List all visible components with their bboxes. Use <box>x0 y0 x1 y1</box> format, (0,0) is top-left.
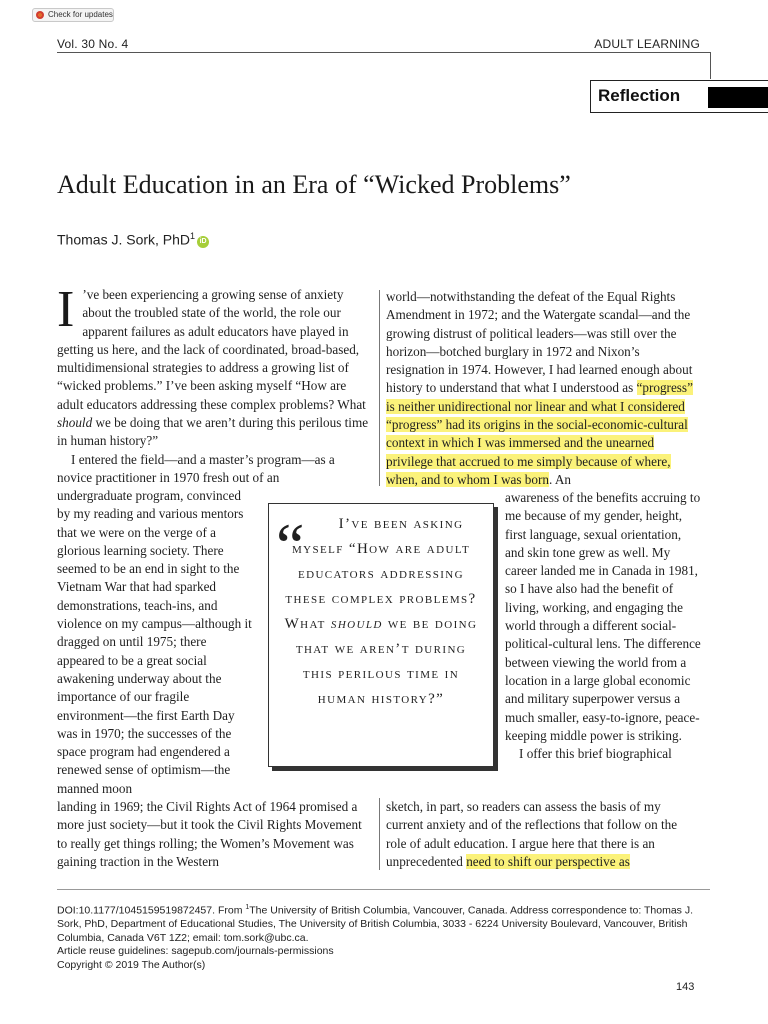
paragraph-r4-text: sketch, in part, so readers can assess the basis of my current anxiety and of the reflections that follow on the role of adult education. I argue here that there is an unprecedented <box>386 799 678 869</box>
affiliation-text: The University of British Columbia, Vancouver, Canada. Address correspondence to: Thomas J. Sork, PhD, Department of Educational Studies, The University of British Columbia, 3033 - 6224 University Boulevard, Vancouver, British Columbia, Canada V6T 1Z2; email: tom.sork@ubc.ca. <box>57 904 694 944</box>
paragraph-1 <box>57 281 369 451</box>
author-name: Thomas J. Sork, PhD <box>57 231 191 248</box>
header-tick <box>710 52 711 79</box>
paragraph-r1 <box>386 288 698 489</box>
pull-quote-emphasis: should <box>330 616 383 632</box>
journal-name: ADULT LEARNING <box>594 37 700 51</box>
orcid-icon[interactable]: iD <box>197 236 209 248</box>
paragraph-r3: I offer this brief biographical <box>519 746 672 762</box>
pull-quote-part-a: I’ve been asking myself “How are adult educators addressing these complex problems? What <box>284 516 477 632</box>
quote-mark-icon: “ <box>276 510 305 581</box>
footnote-affiliation <box>57 901 697 945</box>
highlight-progress: “progress” is neither unidirectional nor linear and what I considered “progress” had its origins in the social-economic-cultural context in which I was immersed and the unearned privilege that accrued to me simply because of where, when, and to whom I was born <box>386 380 693 487</box>
right-column-top <box>386 288 698 489</box>
pull-quote-text <box>281 512 481 712</box>
author-line <box>57 231 209 248</box>
paragraph-2-middle: undergraduate program, convinced by my reading and various mentors that we were on the verge of a glorious learning society. There seemed to be an end in sight to the Vietnam War that had sparked demonstrations, teach-ins, and violence on my campus—although it dragged on until 1975; there appeared to be a great social awakening underway about the importance of our fragile environment—the first Earth Day was in 1970; the successes of the space program had engendered a renewed sense of optimism—the manned moon <box>57 488 252 796</box>
doi-text[interactable]: DOI:10.1177/1045159519872457. From <box>57 904 246 917</box>
volume-label: Vol. 30 No. 4 <box>57 37 129 51</box>
paragraph-2-end: landing in 1969; the Civil Rights Act of 1964 promised a more just society—but it took the Civil Rights Movement to really get things rolling; the Women’s Movement was gaining traction in the Western <box>57 799 362 869</box>
right-column-narrow <box>505 489 701 763</box>
paragraph-1-end: we be doing that we aren’t during this perilous time in human history?” <box>57 415 369 449</box>
paragraph-1-text: ’ve been experiencing a growing sense of anxiety about the troubled state of the world, the role our apparent failures as adult educators have played in getting us here, and the lack of coordinated, broad-based, multidimensional strategies to address a growing list of “wicked problems.” I’ve been asking myself “How are adult educators addressing these complex problems? What <box>57 287 366 412</box>
section-label: Reflection <box>598 86 681 105</box>
left-column-bottom <box>57 798 373 871</box>
right-column-bottom <box>386 798 698 871</box>
footnote-affil-mark: 1 <box>245 904 250 911</box>
footnote <box>57 901 697 972</box>
paragraph-2-start: I entered the field—and a master’s program—as a novice practitioner in 1970 fresh out of an <box>57 451 335 485</box>
left-column-top <box>57 281 369 487</box>
left-column-narrow <box>57 487 253 798</box>
crossmark-icon <box>36 11 44 19</box>
reuse-guidelines[interactable]: Article reuse guidelines: sagepub.com/journals-permissions <box>57 945 334 958</box>
footnote-rule <box>57 889 710 890</box>
check-for-updates-label: Check for updates <box>48 10 113 19</box>
copyright: Copyright © 2019 The Author(s) <box>57 958 206 971</box>
paragraph-r1-text: world—notwithstanding the defeat of the Equal Rights Amendment in 1972; and the Watergate scandal—and the growing distrust of political leaders—was still over the horizon—botched burglary in 1972 and Nixon’s resignation in 1974. However, I had learned enough about history to understand that what I understood as <box>386 289 693 396</box>
check-for-updates-button[interactable] <box>32 8 114 22</box>
drop-cap: I <box>57 281 75 338</box>
pull-quote-part-b: we be doing that we aren’t during this perilous time in human history?” <box>295 616 478 707</box>
paragraph-1-emphasis: should <box>57 415 93 431</box>
section-bar <box>708 87 768 108</box>
column-rule-top <box>379 290 380 486</box>
author-affil-mark: 1 <box>190 231 196 241</box>
paragraph-r2: awareness of the benefits accruing to me because of my gender, height, first language, sexual orientation, and skin tone grew as well. My career landed me in Canada in 1981, so I have also had the benefit of living, working, and engaging the world through a different social-political-cultural lens. The difference between viewing the world from a location in a large global economic and military superpower versus a much smaller, easy-to-ignore, peace-keeping middle power is striking. <box>505 490 701 743</box>
paragraph-r4 <box>386 798 698 871</box>
highlight-shift: need to shift our perspective as <box>466 853 630 869</box>
header-rule <box>57 52 710 53</box>
paragraph-r1-end: . An <box>548 471 571 487</box>
article-title: Adult Education in an Era of “Wicked Problems” <box>57 170 571 199</box>
column-rule-bottom <box>379 798 380 870</box>
page-number: 143 <box>676 981 695 993</box>
